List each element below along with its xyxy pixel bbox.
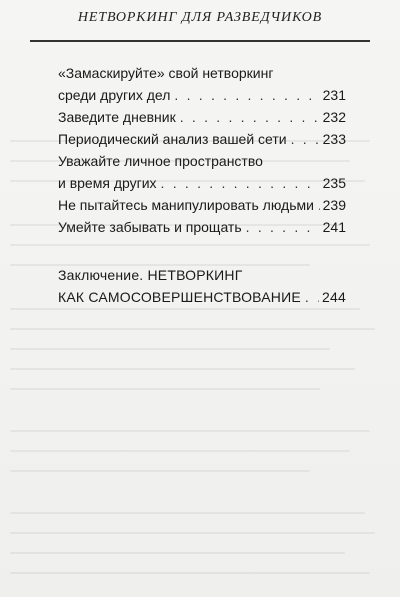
toc-entry-title-line: Заключение. НЕТВОРКИНГ: [58, 267, 243, 283]
dot-leader: [318, 194, 320, 216]
toc-entry: [58, 62, 346, 106]
toc-entry: [58, 150, 346, 194]
section-gap: [58, 238, 346, 264]
toc-page-number: 235: [322, 175, 346, 191]
toc-entry: [58, 194, 346, 216]
running-head: НЕТВОРКИНГ ДЛЯ РАЗВЕДЧИКОВ: [77, 10, 323, 25]
toc-entry-title-line: Умейте забывать и прощать: [58, 219, 242, 235]
dot-leader: [246, 216, 320, 238]
header-rule: [30, 40, 370, 42]
toc-entry-title-line: Не пытайтесь манипулировать людьми: [58, 197, 314, 213]
dot-leader: [174, 84, 319, 106]
table-of-contents: [58, 62, 346, 308]
toc-entry-title-line: среди других дел: [58, 87, 171, 103]
toc-entry-title-line: КАК САМОСОВЕРШЕНСТВОВАНИЕ: [58, 289, 301, 305]
dot-leader: [161, 172, 320, 194]
toc-entry-title-line: «Замаскируйте» свой нетворкинг: [58, 65, 274, 81]
dot-leader: [180, 106, 320, 128]
toc-entry: [58, 216, 346, 238]
toc-entry-title-line: и время других: [58, 175, 157, 191]
toc-entry-title-line: Заведите дневник: [58, 109, 176, 125]
toc-entry-title-line: Периодический анализ вашей сети: [58, 131, 287, 147]
toc-entry: [58, 128, 346, 150]
toc-page-number: 233: [322, 131, 346, 147]
dot-leader: [305, 286, 319, 308]
toc-entry: [58, 106, 346, 128]
toc-entry-title-line: Уважайте личное пространство: [58, 153, 263, 169]
toc-page-number: 239: [322, 197, 346, 213]
toc-conclusion-entry: [58, 264, 346, 308]
toc-page-number: 244: [322, 289, 346, 305]
toc-page-number: 241: [322, 219, 346, 235]
toc-page-number: 231: [322, 87, 346, 103]
dot-leader: [291, 128, 320, 150]
toc-page-number: 232: [322, 109, 346, 125]
